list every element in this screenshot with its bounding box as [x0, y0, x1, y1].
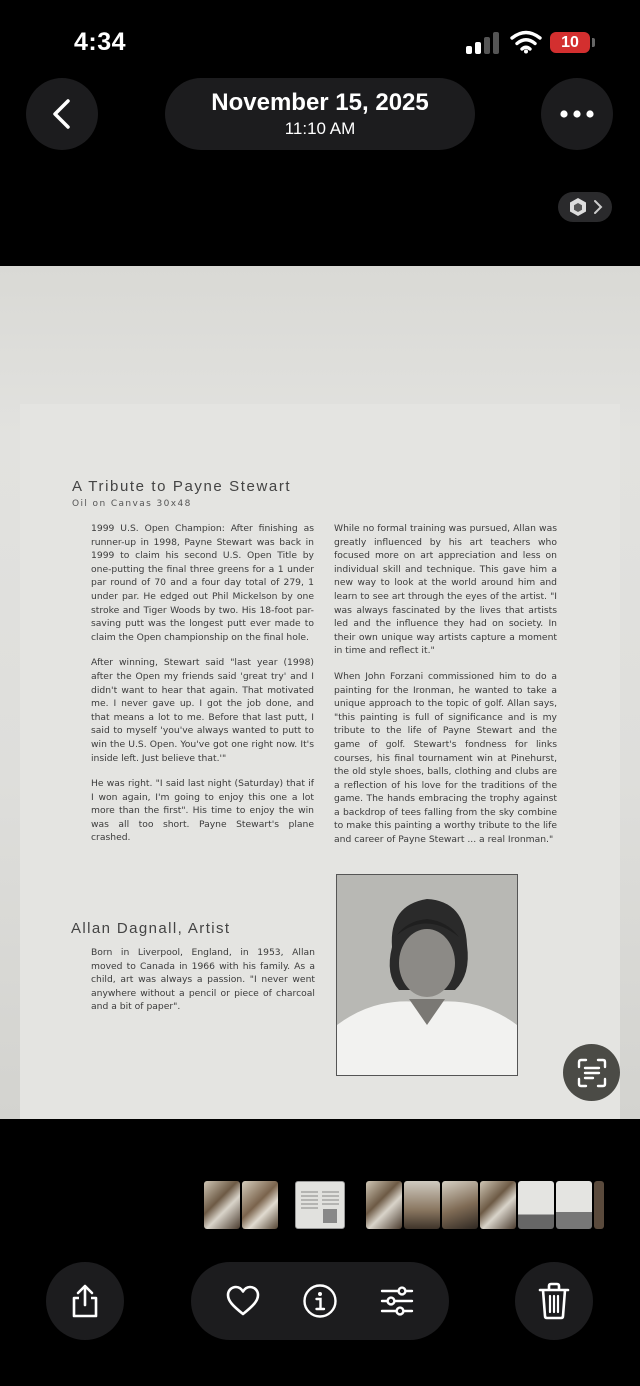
heart-icon — [225, 1285, 261, 1317]
cellular-signal-icon — [466, 32, 500, 54]
info-button[interactable] — [297, 1278, 343, 1324]
thumbnail[interactable] — [442, 1181, 478, 1229]
thumbnail-current[interactable] — [295, 1181, 345, 1229]
battery-level: 10 — [550, 32, 590, 53]
paragraph: While no formal training was pursued, Allan was greatly influenced by his art teachers who focused more on art appreciation and less on individual skill and technique. This gave him a new way to look at the world around him and learn to see art through the eyes of the artist. "I was always fascinated by the lives that artists led and the influence they had on society. In their own unique way artists capture a moment in time and reflect it." — [334, 523, 557, 657]
document-right-column — [334, 522, 557, 859]
text-scan-icon — [576, 1057, 608, 1089]
photo-actions-toolbar — [191, 1262, 449, 1340]
photo-viewer[interactable] — [0, 266, 640, 1119]
photo-date-header[interactable] — [165, 78, 475, 150]
photo-time: 11:10 AM — [284, 119, 356, 138]
paragraph: After winning, Stewart said "last year (1998) after the Open my friends said 'great try' and I didn't want to hear that again. That motivated me. I never gave up. I got the job done, and that means a lot to me. Before that last putt, I said to myself 'you've always wanted to putt to win the U.S. Open. You've got one right now. It's inside left. Just believe that.'" — [91, 657, 314, 764]
chevron-left-icon — [50, 98, 74, 130]
live-photo-icon — [567, 196, 589, 218]
share-button[interactable] — [46, 1262, 124, 1340]
status-time: 4:34 — [74, 28, 127, 56]
chevron-right-icon — [593, 199, 603, 215]
thumbnail[interactable] — [480, 1181, 516, 1229]
document-subtitle: Oil on Canvas 30x48 — [72, 499, 192, 509]
paragraph: 1999 U.S. Open Champion: After finishing as runner-up in 1998, Payne Stewart was back in 1999 to claim his second U.S. Open Title by one-putting the final three greens for a 1 under par round of 70 and a four day total of 279, 1 under par. He edged out Phil Mickelson by one stroke and Tiger Woods by two. His 18-foot par-saving putt was the longest putt ever made to claim the Open championship on the final hole. — [91, 523, 314, 643]
thumbnail[interactable] — [204, 1181, 240, 1229]
more-options-button[interactable] — [541, 78, 613, 150]
info-icon — [302, 1283, 338, 1319]
delete-button[interactable] — [515, 1262, 593, 1340]
share-icon — [69, 1283, 101, 1319]
favorite-button[interactable] — [220, 1278, 266, 1324]
artist-heading: Allan Dagnall, Artist — [71, 920, 231, 937]
photo-date: November 15, 2025 — [211, 89, 429, 116]
live-text-button[interactable] — [563, 1044, 620, 1101]
battery-nub — [592, 38, 595, 47]
artist-portrait — [336, 874, 518, 1076]
document-left-column — [91, 522, 314, 857]
wifi-icon — [510, 30, 542, 54]
thumbnail[interactable] — [242, 1181, 278, 1229]
thumbnail[interactable] — [556, 1181, 592, 1229]
live-photo-button[interactable] — [558, 192, 612, 222]
ellipsis-icon — [559, 109, 595, 119]
back-button[interactable] — [26, 78, 98, 150]
trash-icon — [538, 1282, 570, 1320]
thumbnail[interactable] — [366, 1181, 402, 1229]
paragraph: When John Forzani commissioned him to do a painting for the Ironman, he wanted to take a unique approach to the topic of golf. Allan says, "this painting is full of significance and is my tribute to the life of Payne Stewart and the game of golf. Stewart's fondness for links courses, his final tournament win at Pinehurst, the old style shoes, balls, clothing and clubs are a reflection of his love for the traditions of the game. The hands embracing the trophy against a backdrop of tees falling from the sky combine to make this painting a worthy tribute to the life and career of Payne Stewart ... a real Ironman." — [334, 670, 557, 846]
paragraph: He was right. "I said last night (Saturday) that if I won again, I'm going to enjoy this one a lot more than the first". His time to enjoy the win was all too short. Payne Stewart's plane crashed. — [91, 778, 314, 844]
thumbnail[interactable] — [404, 1181, 440, 1229]
thumbnail[interactable] — [594, 1181, 604, 1229]
artist-bio: Born in Liverpool, England, in 1953, Allan moved to Canada in 1966 with his family. As a child, art was always a passion. "I never went anywhere without a pencil or piece of charcoal and a bit of paper". — [91, 947, 315, 1013]
sliders-icon — [379, 1285, 415, 1317]
edit-button[interactable] — [374, 1278, 420, 1324]
thumbnail[interactable] — [518, 1181, 554, 1229]
document-title: A Tribute to Payne Stewart — [72, 478, 292, 495]
